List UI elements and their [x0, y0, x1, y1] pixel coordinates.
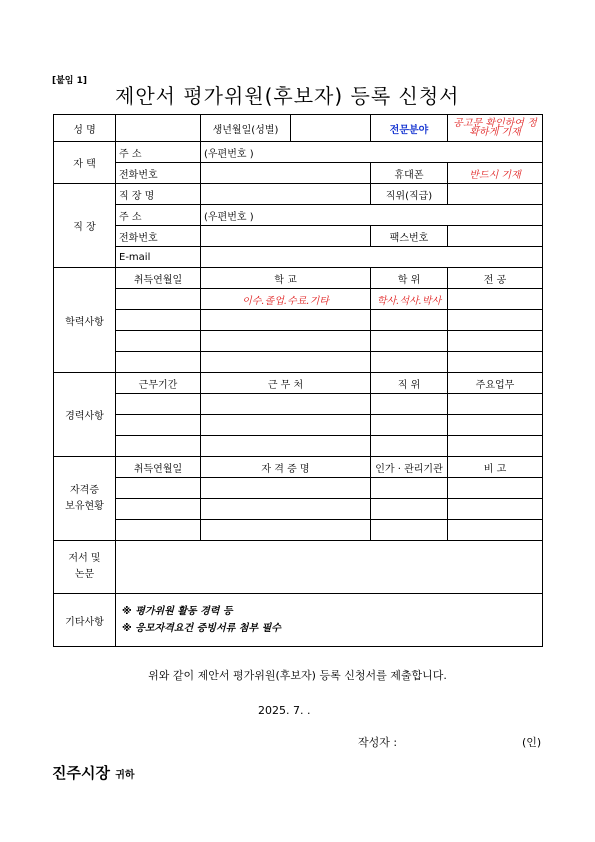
education-cell[interactable] [116, 310, 201, 331]
application-form-table [53, 114, 543, 647]
home-phone-row [54, 163, 543, 184]
license-cell[interactable] [448, 499, 543, 520]
other-label: 기타사항 [54, 594, 116, 647]
work-address-row [54, 205, 543, 226]
education-cell[interactable] [116, 352, 201, 373]
mobile-label: 휴대폰 [371, 163, 448, 184]
name-field[interactable] [116, 115, 201, 142]
license-header-name: 자 격 증 명 [201, 457, 371, 478]
license-cell[interactable] [371, 499, 448, 520]
education-cell[interactable] [201, 331, 371, 352]
other-row [54, 594, 543, 647]
publications-label [54, 541, 116, 594]
company-field[interactable] [201, 184, 371, 205]
career-cell[interactable] [201, 415, 371, 436]
career-header-workplace: 근 무 처 [201, 373, 371, 394]
license-row [54, 478, 543, 499]
education-degree-example[interactable]: 학사.석사.박사 [371, 289, 448, 310]
career-header-position: 직 위 [371, 373, 448, 394]
work-label: 직 장 [54, 184, 116, 268]
career-cell[interactable] [371, 436, 448, 457]
publications-label-line1: 저서 및 [68, 553, 101, 564]
work-address-label: 주 소 [116, 205, 201, 226]
publications-row [54, 541, 543, 594]
license-cell[interactable] [371, 478, 448, 499]
work-phone-field[interactable] [201, 226, 371, 247]
education-row [54, 310, 543, 331]
other-notes[interactable] [116, 594, 543, 647]
home-address-label: 주 소 [116, 142, 201, 163]
education-header-date: 취득연월일 [116, 268, 201, 289]
home-phone-label: 전화번호 [116, 163, 201, 184]
work-company-row [54, 184, 543, 205]
education-row [54, 289, 543, 310]
home-address-field[interactable]: (우편번호 ) [201, 142, 543, 163]
position-field[interactable] [448, 184, 543, 205]
license-label-line2: 보유현황 [65, 500, 104, 512]
license-label-line1: 자격증 [70, 484, 99, 496]
fax-label: 팩스번호 [371, 226, 448, 247]
education-date-field[interactable] [116, 289, 201, 310]
education-header-degree: 학 위 [371, 268, 448, 289]
education-cell[interactable] [116, 331, 201, 352]
career-cell[interactable] [116, 436, 201, 457]
field-label: 전문분야 [371, 115, 448, 142]
education-cell[interactable] [371, 331, 448, 352]
education-cell[interactable] [448, 310, 543, 331]
education-header-row [54, 268, 543, 289]
addressee-name: 진주시장 [52, 764, 110, 782]
birth-field[interactable] [291, 115, 371, 142]
home-label: 자 택 [54, 142, 116, 184]
license-cell[interactable] [116, 478, 201, 499]
career-header-period: 근무기간 [116, 373, 201, 394]
license-row [54, 520, 543, 541]
license-cell[interactable] [201, 478, 371, 499]
career-cell[interactable] [448, 436, 543, 457]
form-title: 제안서 평가위원(후보자) 등록 신청서 [115, 84, 460, 108]
fax-field[interactable] [448, 226, 543, 247]
company-label: 직 장 명 [116, 184, 201, 205]
mobile-note[interactable]: 반드시 기재 [448, 163, 543, 184]
birth-label: 생년월일(성별) [201, 115, 291, 142]
career-label: 경력사항 [54, 373, 116, 457]
addressee-suffix: 귀하 [115, 770, 135, 781]
license-row [54, 499, 543, 520]
name-label: 성 명 [54, 115, 116, 142]
license-cell[interactable] [201, 520, 371, 541]
education-cell[interactable] [448, 331, 543, 352]
license-cell[interactable] [116, 520, 201, 541]
career-cell[interactable] [371, 415, 448, 436]
license-header-row [54, 457, 543, 478]
personal-row [54, 115, 543, 142]
career-cell[interactable] [371, 394, 448, 415]
seal-mark: (인) [522, 736, 542, 749]
education-cell[interactable] [448, 352, 543, 373]
license-cell[interactable] [371, 520, 448, 541]
education-row [54, 331, 543, 352]
publications-label-line2: 논문 [74, 569, 95, 580]
work-email-row [54, 247, 543, 268]
education-row [54, 352, 543, 373]
email-label: E-mail [116, 247, 201, 268]
education-cell[interactable] [371, 352, 448, 373]
career-cell[interactable] [201, 394, 371, 415]
career-row [54, 415, 543, 436]
career-cell[interactable] [116, 394, 201, 415]
education-school-example[interactable]: 이수.졸업.수료.기타 [201, 289, 371, 310]
addressee [52, 762, 135, 783]
education-cell[interactable] [371, 310, 448, 331]
career-row [54, 436, 543, 457]
work-phone-row [54, 226, 543, 247]
home-phone-field[interactable] [201, 163, 371, 184]
position-label: 직위(직급) [371, 184, 448, 205]
career-cell[interactable] [116, 415, 201, 436]
license-cell[interactable] [116, 499, 201, 520]
license-cell[interactable] [448, 478, 543, 499]
license-header-remarks: 비 고 [448, 457, 543, 478]
education-major-field[interactable] [448, 289, 543, 310]
career-header-row [54, 373, 543, 394]
career-row [54, 394, 543, 415]
education-header-school: 학 교 [201, 268, 371, 289]
publications-field[interactable] [116, 541, 543, 594]
career-cell[interactable] [201, 436, 371, 457]
education-label: 학력사항 [54, 268, 116, 373]
education-cell[interactable] [201, 352, 371, 373]
career-cell[interactable] [448, 394, 543, 415]
submission-date: 2025. 7. . [258, 704, 311, 717]
education-header-major: 전 공 [448, 268, 543, 289]
career-cell[interactable] [448, 415, 543, 436]
writer-label: 작성자 : [358, 736, 398, 749]
license-header-date: 취득연월일 [116, 457, 201, 478]
submission-statement: 위와 같이 제안서 평가위원(후보자) 등록 신청서를 제출합니다. [148, 669, 447, 682]
other-note-activity: ※ 평가위원 활동 경력 등 [122, 606, 233, 617]
other-note-documents: ※ 응모자격요건 증빙서류 첨부 필수 [122, 623, 281, 634]
field-note: 공고문 확인하여 정확하게 기재 [448, 115, 543, 142]
email-field[interactable] [201, 247, 543, 268]
attachment-label: [붙임 1] [52, 76, 88, 86]
license-cell[interactable] [201, 499, 371, 520]
work-phone-label: 전화번호 [116, 226, 201, 247]
license-label [54, 457, 116, 541]
career-header-duties: 주요업무 [448, 373, 543, 394]
education-cell[interactable] [201, 310, 371, 331]
work-address-field[interactable]: (우편번호 ) [201, 205, 543, 226]
license-cell[interactable] [448, 520, 543, 541]
license-header-authority: 인가 · 관리기관 [371, 457, 448, 478]
home-address-row [54, 142, 543, 163]
